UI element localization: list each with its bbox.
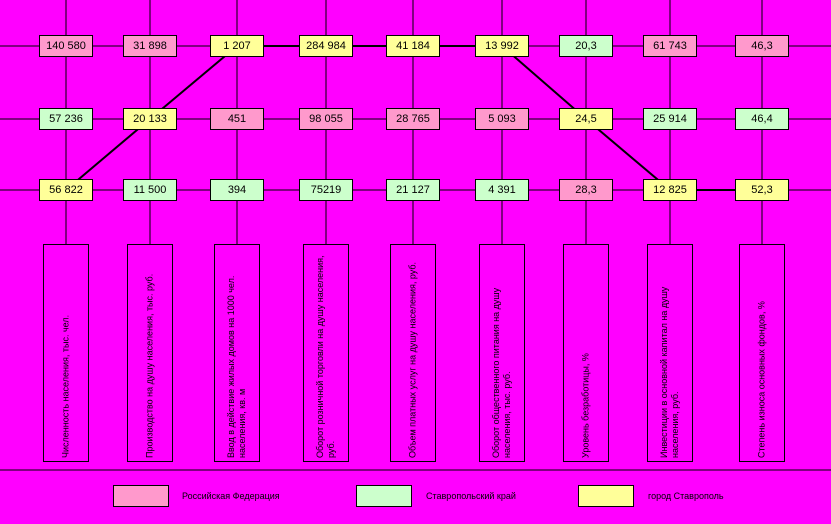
indicator-label-text: Численность населения, тыс. чел. [60, 314, 71, 458]
value-cell: 451 [210, 108, 264, 130]
indicator-label-box [647, 244, 693, 462]
indicator-label-text: Объем платных услуг на душу населения, руб. [407, 261, 418, 458]
value-cell: 98 055 [299, 108, 353, 130]
legend-label-kray: Ставропольский край [426, 491, 516, 501]
value-cell: 61 743 [643, 35, 697, 57]
value-cell: 56 822 [39, 179, 93, 201]
indicator-label-box [43, 244, 89, 462]
indicator-label-text: Степень износа основных фондов, % [756, 301, 767, 458]
value-cell: 140 580 [39, 35, 93, 57]
indicator-label-text: Оборот общественного питания на душу населения, тыс. руб. [491, 287, 512, 458]
value-cell: 75219 [299, 179, 353, 201]
value-cell: 41 184 [386, 35, 440, 57]
value-cell: 24,5 [559, 108, 613, 130]
indicator-label-text: Уровень безработицы, % [580, 353, 591, 458]
value-cell: 20 133 [123, 108, 177, 130]
indicator-label-box [303, 244, 349, 462]
legend-swatch-kray [356, 485, 412, 507]
value-cell: 12 825 [643, 179, 697, 201]
indicator-label-text: Инвестиции в основной капитал на душу населения, руб. [659, 286, 680, 458]
indicator-label-box [479, 244, 525, 462]
value-cell: 4 391 [475, 179, 529, 201]
indicator-label-box [214, 244, 260, 462]
value-cell: 31 898 [123, 35, 177, 57]
legend-label-city: город Ставрополь [648, 491, 724, 501]
value-cell: 11 500 [123, 179, 177, 201]
value-cell: 13 992 [475, 35, 529, 57]
value-cell: 284 984 [299, 35, 353, 57]
value-cell: 5 093 [475, 108, 529, 130]
indicator-label-text: Оборот розничной торговли на душу населения, руб. [315, 255, 336, 458]
indicator-label-box [127, 244, 173, 462]
value-cell: 46,4 [735, 108, 789, 130]
value-cell: 57 236 [39, 108, 93, 130]
indicator-label-text: Производство на душу населения, тыс. руб. [144, 273, 155, 458]
indicator-label-box [563, 244, 609, 462]
legend-label-rf: Российская Федерация [182, 491, 280, 501]
legend-swatch-city [578, 485, 634, 507]
value-cell: 21 127 [386, 179, 440, 201]
indicator-label-box [739, 244, 785, 462]
value-cell: 394 [210, 179, 264, 201]
legend-swatch-rf [113, 485, 169, 507]
value-cell: 28 765 [386, 108, 440, 130]
value-cell: 52,3 [735, 179, 789, 201]
value-cell: 46,3 [735, 35, 789, 57]
value-cell: 25 914 [643, 108, 697, 130]
indicator-label-text: Ввод в действие жилых домов на 1000 чел. населения, кв. м [226, 275, 247, 458]
value-cell: 28,3 [559, 179, 613, 201]
indicator-label-box [390, 244, 436, 462]
value-cell: 20,3 [559, 35, 613, 57]
value-cell: 1 207 [210, 35, 264, 57]
